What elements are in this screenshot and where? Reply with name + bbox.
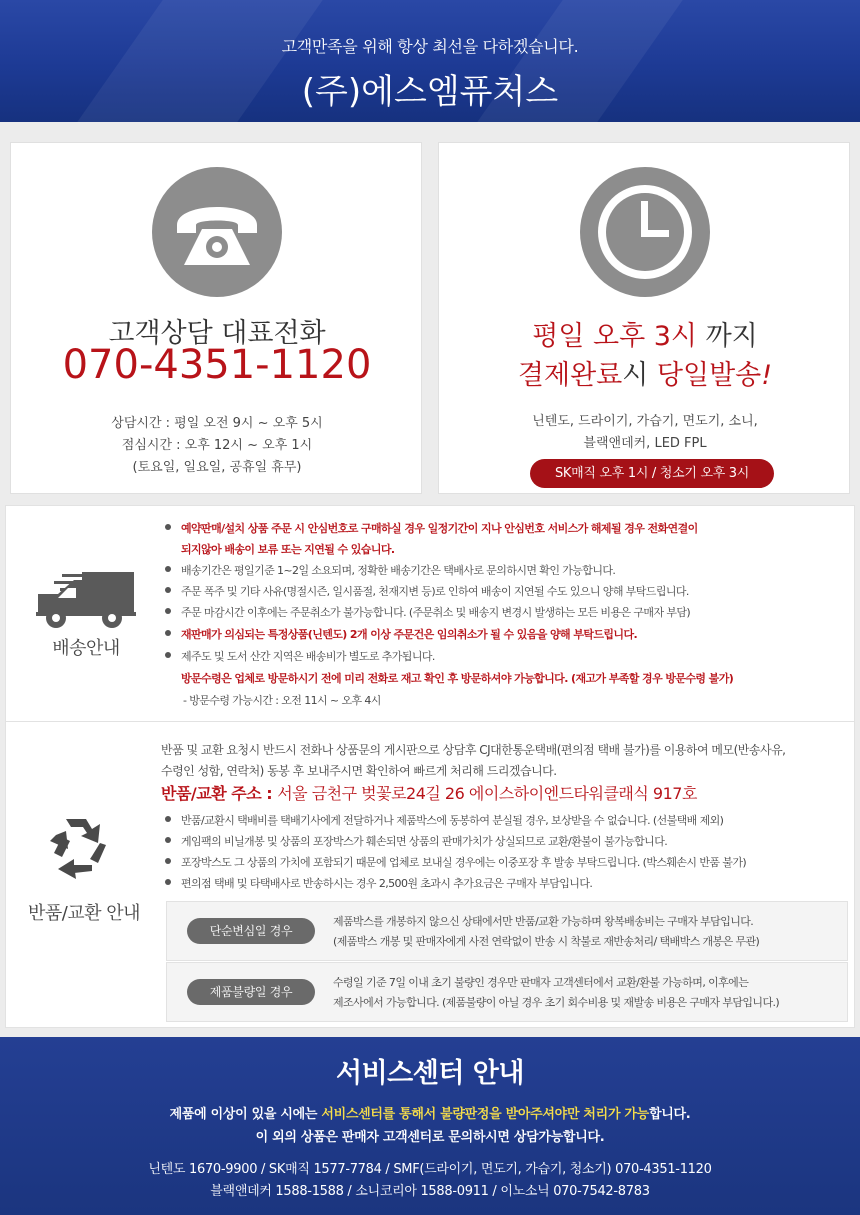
service-contacts-1: 닌텐도 1670-9900 / SK매직 1577-7784 / SMF(드라이기, 면도기, 가습기, 청소기) 070-4351-1120: [148, 1162, 712, 1177]
brand-list-1: 닌텐도, 드라이기, 가습기, 면도기, 소니,: [532, 414, 758, 429]
customer-center-title: 고객상담 대표전화: [108, 318, 326, 349]
simple-change-box: [166, 901, 848, 961]
shipping-item: 되지않아 배송이 보류 또는 지연될 수 있습니다.: [181, 543, 395, 556]
returns-address-value: 서울 금천구 벚꽃로24길 26 에이스하이엔드타워클래식 917호: [277, 784, 697, 803]
shipping-item: 재판매가 의심되는 특정상품(닌텐도) 2개 이상 주문건은 임의취소가 될 수 있음을 양해 부탁드립니다.: [181, 628, 638, 641]
defect-pill: 제품불량일 경우: [187, 979, 315, 1005]
header-slogan: 고객만족을 위해 항상 최선을 다하겠습니다.: [281, 37, 579, 56]
shipping-label: 배송안내: [52, 638, 120, 659]
brand-list-2: 블랙앤데커, LED FPL: [583, 436, 707, 451]
shipping-item: 방문수령은 업체로 방문하시기 전에 미리 전화로 재고 확인 후 방문하셔야 가능합니다. (재고가 부족할 경우 방문수령 불가): [181, 672, 734, 685]
top-info-area: [0, 122, 860, 500]
shipping-connector: 시: [622, 360, 657, 391]
same-day-dispatch: 당일발송: [656, 360, 762, 391]
service-line-prefix: 제품에 이상이 있을 시에는: [169, 1107, 322, 1122]
notice-panel: [5, 505, 855, 1028]
shipping-item: 주문 폭주 및 기타 사유(명절시즌, 일시품절, 천재지변 등)로 인하여 배송이 지연될 수도 있으니 양해 부탁드립니다.: [181, 585, 689, 598]
shipping-item: 예약판매/설치 상품 주문 시 안심번호로 구매하실 경우 일정기간이 지나 안심번호 서비스가 해제될 경우 전화연결이: [181, 522, 698, 535]
service-line-highlight: 서비스센터를 통해서 불량판정을 받아주셔야만 처리가 가능: [321, 1107, 649, 1122]
returns-intro-2: 수령인 성함, 연락처) 동봉 후 보내주시면 확인하여 빠르게 처리해 드리겠습니다.: [161, 764, 557, 778]
cutoff-badge: SK매직 오후 1시 / 청소기 오후 3시: [530, 459, 774, 488]
same-day-shipping-card: [438, 142, 850, 494]
service-center-line-2: 이 외의 상품은 판매자 고객센터로 문의하시면 상담가능합니다.: [255, 1130, 605, 1145]
clock-icon: [580, 167, 710, 297]
shipping-item: - 방문수령 가능시간 : 오전 11시 ~ 오후 4시: [183, 694, 381, 707]
service-center-title: 서비스센터 안내: [336, 1058, 524, 1089]
service-contacts-2: 블랙앤데커 1588-1588 / 소니코리아 1588-0911 / 이노소닉 070-7542-8783: [210, 1184, 650, 1199]
shipping-deadline-time: 평일 오후 3시: [532, 321, 697, 352]
simple-change-text-2: (제품박스 개봉 및 판매자에게 사전 연락없이 반송 시 착불로 재반송처리/ 택배박스 개봉은 무관): [333, 935, 760, 948]
shipping-item: 제주도 및 도서 산간 지역은 배송비가 별도로 추가됩니다.: [181, 650, 435, 663]
lunch-hours: 점심시간 : 오후 12시 ~ 오후 1시: [121, 438, 313, 453]
defect-text-1: 수령일 기준 7일 이내 초기 불량인 경우만 판매자 고객센터에서 교환/환불 가능하며, 이후에는: [333, 976, 749, 989]
service-line-suffix: 합니다.: [648, 1107, 691, 1122]
recycle-arrows-icon: [44, 811, 116, 883]
returns-label: 반품/교환 안내: [27, 903, 141, 924]
service-center-banner: [0, 1037, 860, 1215]
returns-address: [161, 781, 697, 804]
shipping-item: 주문 마감시간 이후에는 주문취소가 불가능합니다. (주문취소 및 배송지 변경시 발생하는 모든 비용은 구매자 부담): [181, 606, 691, 619]
returns-item: 반품/교환시 택배비를 택배기사에게 전달하거나 제품박스에 동봉하여 분실될 경우, 보상받을 수 없습니다. (선불택배 제외): [181, 814, 724, 827]
consult-hours: 상담시간 : 평일 오전 9시 ~ 오후 5시: [111, 416, 323, 431]
returns-item: 포장박스도 그 상품의 가치에 포함되기 때문에 업체로 보내실 경우에는 이중포장 후 발송 부탁드립니다. (박스훼손시 반품 불가): [181, 856, 747, 869]
returns-item: 게임팩의 비닐개봉 및 상품의 포장박스가 훼손되면 상품의 판매가치가 상실되므로 교환/환불이 불가능합니다.: [181, 835, 668, 848]
simple-change-text-1: 제품박스를 개봉하지 않으신 상태에서만 반품/교환 가능하며 왕복배송비는 구매자 부담입니다.: [333, 915, 754, 928]
service-center-line-1: [0, 1103, 860, 1122]
returns-item: 편의점 택배 및 타택배사로 반송하시는 경우 2,500원 초과시 추가요금은 구매자 부담입니다.: [181, 877, 593, 890]
payment-complete: 결제완료: [517, 360, 623, 391]
shipping-deadline-suffix: 까지: [697, 321, 758, 352]
exclamation: !: [761, 360, 773, 391]
holiday-note: (토요일, 일요일, 공휴일 휴무): [132, 460, 302, 475]
customer-center-phone: 070-4351-1120: [62, 342, 372, 388]
returns-address-label: 반품/교환 주소 :: [161, 784, 278, 803]
notice-area: [0, 500, 860, 1037]
defect-text-2: 제조사에서 가능합니다. (제품불량이 아닐 경우 초기 회수비용 및 재발송 비용은 구매자 부담입니다.): [333, 996, 780, 1009]
delivery-truck-icon: [34, 572, 138, 630]
section-divider: [6, 721, 854, 722]
defect-box: [166, 962, 848, 1022]
simple-change-pill: 단순변심일 경우: [187, 918, 315, 944]
shipping-item: 배송기간은 평일기준 1~2일 소요되며, 정확한 배송기간은 택배사로 문의하시면 확인 가능합니다.: [181, 564, 616, 577]
telephone-icon: [152, 167, 282, 297]
returns-intro-1: 반품 및 교환 요청시 반드시 전화나 상품문의 게시판으로 상담후 CJ대한통운택배(편의점 택배 불가)를 이용하여 메모(반송사유,: [161, 743, 786, 757]
company-name: (주)에스엠퓨처스: [301, 72, 559, 112]
customer-center-card: [10, 142, 422, 494]
header-banner: [0, 0, 860, 122]
same-day-shipping-text: [439, 353, 851, 392]
shipping-deadline: [439, 314, 851, 353]
